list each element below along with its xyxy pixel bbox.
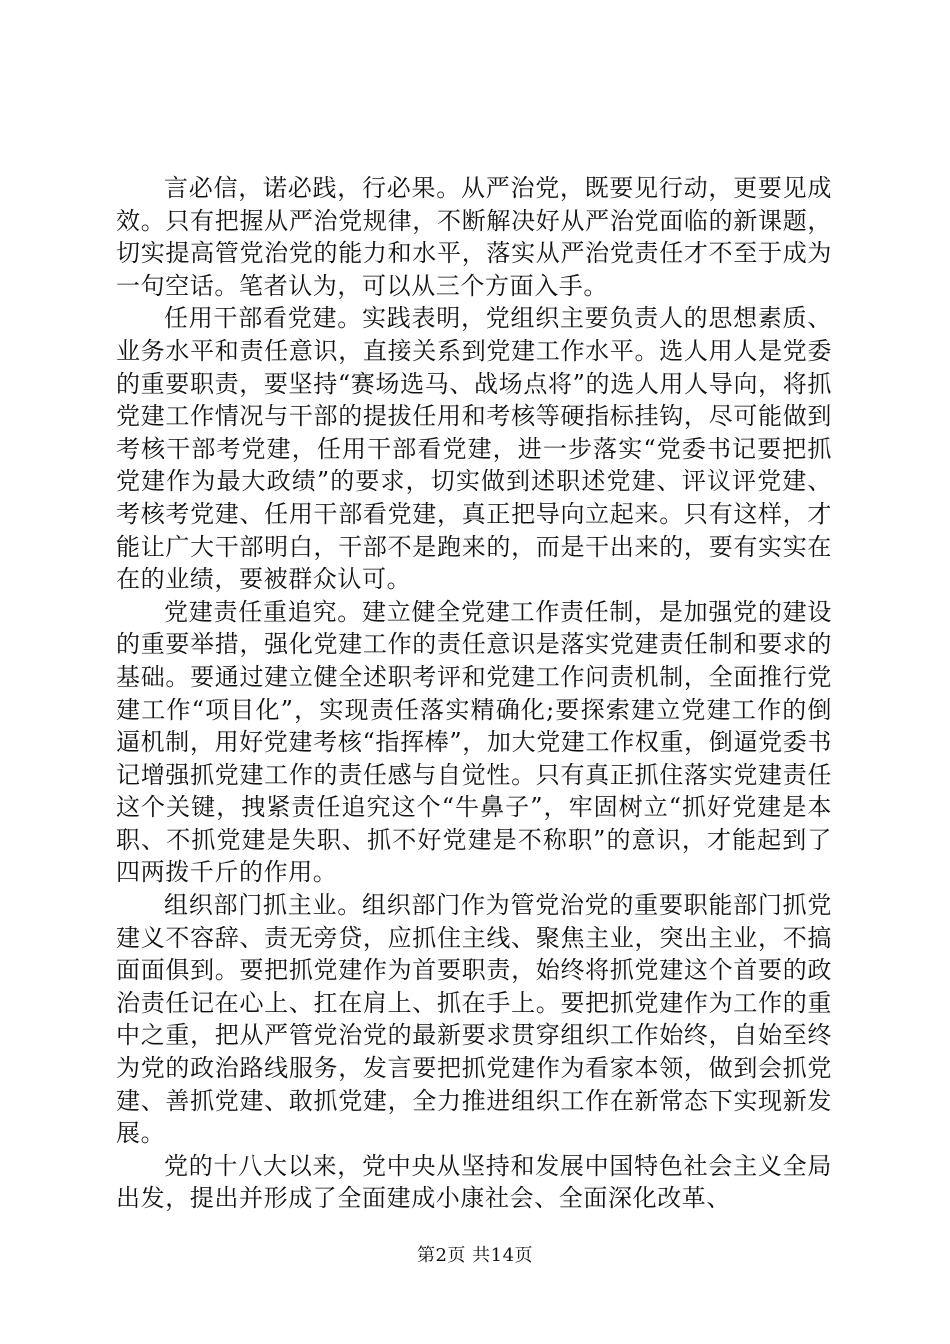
- paragraph-eighteenth-congress: 党的十八大以来，党中央从坚持和发展中国特色社会主义全局出发，提出并形成了全面建成小康社会、全面深化改革、: [116, 1151, 832, 1213]
- paragraph-cadre-appointment: 任用干部看党建。实践表明，党组织主要负责人的思想素质、业务水平和责任意识，直接关系到党建工作水平。选人用人是党委的重要职责，要坚持“赛场选马、战场点将”的选人用人导向，将抓党建工作情况与干部的提拔任用和考核等硬指标挂钩，尽可能做到考核干部考党建，任用干部看党建，进一步落实“党委书记要把抓党建作为最大政绩”的要求，切实做到述职述党建、评议评党建、考核考党建、任用干部看党建，真正把导向立起来。只有这样，才能让广大干部明白，干部不是跑来的，而是干出来的，要有实实在在的业绩，要被群众认可。: [116, 304, 832, 594]
- paragraph-responsibility: 党建责任重追究。建立健全党建工作责任制，是加强党的建设的重要举措，强化党建工作的责任意识是落实党建责任制和要求的基础。要通过建立健全述职考评和党建工作问责机制，全面推行党建工作“项目化”，实现责任落实精确化;要探索建立党建工作的倒逼机制，用好党建考核“指挥棒”，加大党建工作权重，倒逼党委书记增强抓党建工作的责任感与自觉性。只有真正抓住落实党建责任这个关键，拽紧责任追究这个“牛鼻子”，牢固树立“抓好党建是本职、不抓党建是失职、抓不好党建是不称职”的意识，才能起到了四两拨千斤的作用。: [116, 597, 832, 887]
- page-number-footer: 第2页 共14页: [416, 1245, 534, 1266]
- document-body: [116, 172, 832, 1215]
- paragraph-organization-dept: 组织部门抓主业。组织部门作为管党治党的重要职能部门抓党建义不容辞、责无旁贷，应抓住主线、聚焦主业，突出主业，不搞面面俱到。要把抓党建作为首要职责，始终将抓党建这个首要的政治责任记在心上、扛在肩上、抓在手上。要把抓党建作为工作的重中之重，把从严管党治党的最新要求贯穿组织工作始终，自始至终为党的政治路线服务，发言要把抓党建作为看家本领，做到会抓党建、善抓党建、敢抓党建，全力推进组织工作在新常态下实现新发展。: [116, 891, 832, 1148]
- paragraph-intro: 言必信，诺必践，行必果。从严治党，既要见行动，更要见成效。只有把握从严治党规律，不断解决好从严治党面临的新课题，切实提高管党治党的能力和水平，落实从严治党责任才不至于成为一句空话。笔者认为，可以从三个方面入手。: [116, 174, 832, 300]
